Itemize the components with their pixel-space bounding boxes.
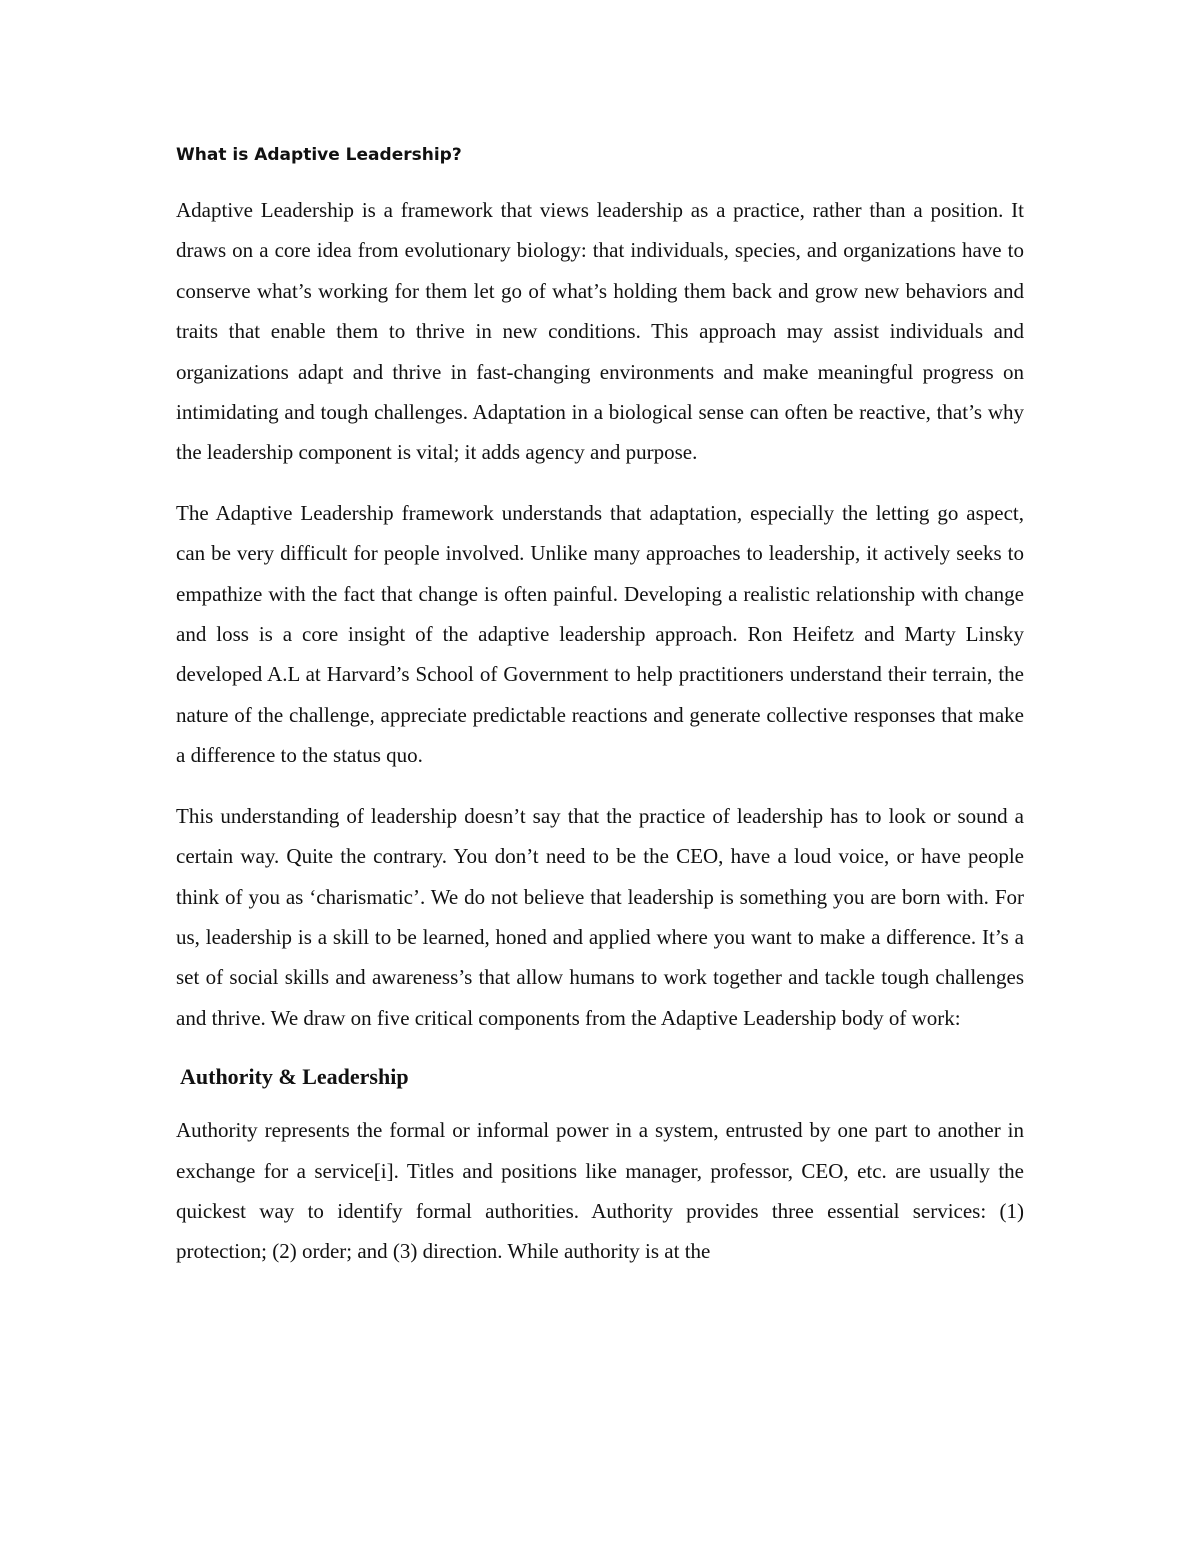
document-body xyxy=(176,140,1024,1292)
paragraph-framework: The Adaptive Leadership framework understands that adaptation, especially the letting go aspect, can be very difficult for people involved. Unlike many approaches to leadership, it actively seeks to empathize with the fact that change is often painful. Developing a realistic relationship with change and loss is a core insight of the adaptive leadership approach. Ron Heifetz and Marty Linsky developed A.L at Harvard’s School of Government to help practitioners understand their terrain, the nature of the challenge, appreciate predictable reactions and generate collective responses that make a difference to the status quo. xyxy=(176,500,1024,768)
paragraph-understanding: This understanding of leadership doesn’t say that the practice of leadership has to look or sound a certain way. Quite the contrary. You don’t need to be the CEO, have a loud voice, or have people think of you as ‘charismatic’. We do not believe that leadership is something you are born with. For us, leadership is a skill to be learned, honed and applied where you want to make a difference. It’s a set of social skills and awareness’s that allow humans to work together and tackle tough challenges and thrive. We draw on five critical components from the Adaptive Leadership body of work: xyxy=(176,803,1024,1030)
section-heading-authority: Authority & Leadership xyxy=(180,1064,409,1090)
document-title: What is Adaptive Leadership? xyxy=(176,145,462,165)
paragraph-definition: Adaptive Leadership is a framework that views leadership as a practice, rather than a position. It draws on a core idea from evolutionary biology: that individuals, species, and organizations have to conserve what’s working for them let go of what’s holding them back and grow new behaviors and traits that enable them to thrive in new conditions. This approach may assist individuals and organizations adapt and thrive in fast-changing environments and make meaningful progress on intimidating and tough challenges. Adaptation in a biological sense can often be reactive, that’s why the leadership component is vital; it adds agency and purpose. xyxy=(176,198,1024,465)
paragraph-authority: Authority represents the formal or informal power in a system, entrusted by one part to another in exchange for a service[i]. Titles and positions like manager, professor, CEO, etc. are usually the quickest way to identify formal authorities. Authority provides three essential services: (1) protection; (2) order; and (3) direction. While authority is at the xyxy=(176,1118,1024,1264)
